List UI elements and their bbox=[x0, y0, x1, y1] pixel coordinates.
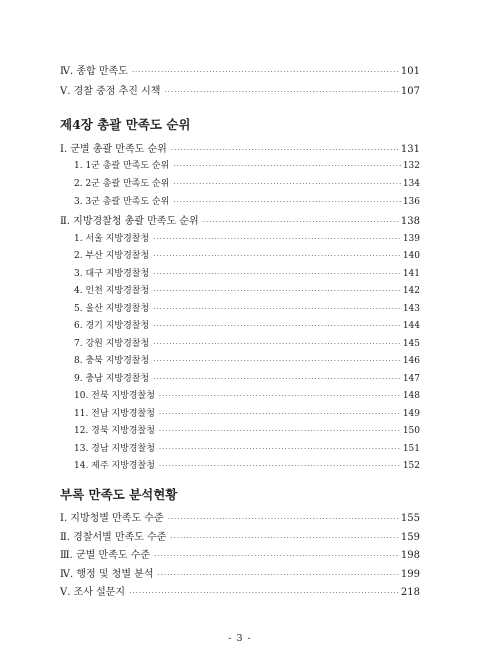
toc-leader-dots bbox=[159, 411, 401, 418]
toc-subentry[interactable] bbox=[74, 318, 420, 331]
toc-leader-dots bbox=[153, 341, 401, 348]
toc-entry-label: 3. 대구 지방경찰청 bbox=[74, 269, 150, 279]
toc-entry-page: 148 bbox=[402, 391, 420, 401]
toc-entry-label: Ⅳ. 행정 및 청별 분석 bbox=[60, 569, 154, 580]
page-number: - 3 - bbox=[228, 633, 252, 644]
toc-subentry[interactable] bbox=[74, 371, 420, 384]
toc-leader-dots bbox=[170, 535, 398, 542]
toc-entry-section-2[interactable] bbox=[60, 212, 420, 227]
toc-entry-page: 101 bbox=[400, 66, 420, 77]
toc-entry-label: Ⅳ. 종합 만족도 bbox=[60, 66, 128, 77]
toc-entry-label: 13. 경남 지방경찰청 bbox=[74, 444, 155, 454]
toc-leader-dots bbox=[159, 393, 401, 400]
toc-entry-label: 1. 서울 지방경찰청 bbox=[74, 234, 150, 244]
toc-subentry[interactable] bbox=[74, 194, 420, 207]
chapter-heading: 제4장 총괄 만족도 순위 bbox=[60, 117, 191, 132]
toc-entry-label: 14. 제주 지방경찰청 bbox=[74, 461, 155, 471]
toc-entry-page: 149 bbox=[402, 409, 420, 419]
toc-leader-dots bbox=[153, 288, 401, 295]
toc-leader-dots bbox=[153, 306, 401, 313]
toc-leader-dots bbox=[203, 219, 399, 226]
toc-entry-label: 1. 1군 총괄 만족도 순위 bbox=[74, 161, 170, 171]
toc-entry-label: 8. 충북 지방경찰청 bbox=[74, 356, 150, 366]
toc-entry-label: Ⅰ. 지방청별 만족도 수준 bbox=[60, 513, 164, 524]
toc-leader-dots bbox=[173, 181, 401, 188]
toc-subentry[interactable] bbox=[74, 441, 420, 454]
toc-subentry[interactable] bbox=[74, 353, 420, 366]
toc-entry-page: 131 bbox=[400, 144, 420, 155]
toc-entry-label: 9. 충남 지방경찰청 bbox=[74, 374, 150, 384]
toc-entry-label: 5. 울산 지방경찰청 bbox=[74, 304, 150, 314]
toc-entry-page: 139 bbox=[402, 234, 420, 244]
toc-entry-page: 146 bbox=[402, 356, 420, 366]
toc-entry-page: 159 bbox=[400, 532, 420, 543]
toc-leader-dots bbox=[159, 446, 401, 453]
toc-entry-page: 145 bbox=[402, 339, 420, 349]
toc-entry-label: 6. 경기 지방경찰청 bbox=[74, 321, 150, 331]
toc-entry-label: 11. 전남 지방경찰청 bbox=[74, 409, 155, 419]
toc-entry-label: Ⅴ. 경찰 중점 추진 시책 bbox=[60, 86, 161, 97]
toc-subentry[interactable] bbox=[74, 301, 420, 314]
toc-entry-page: 198 bbox=[400, 550, 420, 561]
toc-entry-page: 152 bbox=[402, 461, 420, 471]
toc-entry-top-4[interactable] bbox=[60, 62, 420, 77]
toc-subentry[interactable] bbox=[74, 423, 420, 436]
toc-entry-page: 140 bbox=[402, 251, 420, 261]
toc-leader-dots bbox=[153, 271, 401, 278]
toc-entry-page: 144 bbox=[402, 321, 420, 331]
toc-leader-dots bbox=[153, 323, 401, 330]
toc-entry-appendix[interactable] bbox=[60, 583, 420, 598]
toc-entry-appendix[interactable] bbox=[60, 565, 420, 580]
toc-entry-page: 132 bbox=[402, 161, 420, 171]
toc-entry-page: 107 bbox=[400, 86, 420, 97]
toc-leader-dots bbox=[158, 572, 399, 579]
toc-leader-dots bbox=[159, 463, 401, 470]
toc-subentry[interactable] bbox=[74, 388, 420, 401]
toc-entry-appendix[interactable] bbox=[60, 528, 420, 543]
toc-entry-appendix[interactable] bbox=[60, 546, 420, 561]
toc-entry-page: 134 bbox=[402, 179, 420, 189]
toc-entry-page: 136 bbox=[402, 197, 420, 207]
toc-leader-dots bbox=[168, 516, 399, 523]
toc-leader-dots bbox=[171, 147, 399, 154]
toc-subentry[interactable] bbox=[74, 406, 420, 419]
toc-leader-dots bbox=[153, 358, 401, 365]
toc-leader-dots bbox=[164, 89, 399, 96]
toc-entry-page: 199 bbox=[400, 569, 420, 580]
toc-subentry[interactable] bbox=[74, 266, 420, 279]
toc-entry-section-1[interactable] bbox=[60, 140, 420, 155]
toc-entry-label: 3. 3군 총괄 만족도 순위 bbox=[74, 197, 170, 207]
toc-leader-dots bbox=[129, 590, 399, 597]
toc-entry-label: 7. 강원 지방경찰청 bbox=[74, 339, 150, 349]
toc-entry-label: Ⅱ. 경찰서별 만족도 수준 bbox=[60, 532, 167, 543]
toc-subentry[interactable] bbox=[74, 158, 420, 171]
toc-leader-dots bbox=[173, 199, 401, 206]
toc-entry-label: 2. 부산 지방경찰청 bbox=[74, 251, 150, 261]
toc-subentry[interactable] bbox=[74, 458, 420, 471]
toc-entry-label: Ⅰ. 군별 총괄 만족도 순위 bbox=[60, 144, 167, 155]
toc-leader-dots bbox=[159, 428, 401, 435]
toc-leader-dots bbox=[173, 163, 401, 170]
appendix-heading: 부록 만족도 분석현황 bbox=[60, 487, 178, 502]
toc-entry-page: 141 bbox=[402, 269, 420, 279]
toc-entry-label: Ⅲ. 군별 만족도 수준 bbox=[60, 550, 150, 561]
toc-entry-label: 2. 2군 총괄 만족도 순위 bbox=[74, 179, 170, 189]
toc-subentry[interactable] bbox=[74, 231, 420, 244]
toc-leader-dots bbox=[153, 236, 401, 243]
toc-entry-page: 138 bbox=[400, 216, 420, 227]
toc-entry-page: 142 bbox=[402, 286, 420, 296]
toc-entry-page: 147 bbox=[402, 374, 420, 384]
toc-entry-label: 4. 인천 지방경찰청 bbox=[74, 286, 150, 296]
toc-subentry[interactable] bbox=[74, 248, 420, 261]
toc-entry-label: Ⅴ. 조사 설문지 bbox=[60, 587, 126, 598]
toc-subentry[interactable] bbox=[74, 336, 420, 349]
toc-leader-dots bbox=[153, 376, 401, 383]
toc-leader-dots bbox=[132, 69, 399, 76]
toc-entry-page: 143 bbox=[402, 304, 420, 314]
toc-leader-dots bbox=[153, 253, 401, 260]
toc-entry-top-5[interactable] bbox=[60, 82, 420, 97]
toc-entry-page: 218 bbox=[400, 587, 420, 598]
toc-subentry[interactable] bbox=[74, 176, 420, 189]
toc-entry-label: 10. 전북 지방경찰청 bbox=[74, 391, 155, 401]
toc-entry-page: 151 bbox=[402, 444, 420, 454]
toc-entry-appendix[interactable] bbox=[60, 509, 420, 524]
toc-subentry[interactable] bbox=[74, 283, 420, 296]
toc-entry-page: 155 bbox=[400, 513, 420, 524]
toc-entry-label: Ⅱ. 지방경찰청 총괄 만족도 순위 bbox=[60, 216, 199, 227]
toc-entry-label: 12. 경북 지방경찰청 bbox=[74, 426, 155, 436]
toc-entry-page: 150 bbox=[402, 426, 420, 436]
toc-leader-dots bbox=[154, 553, 399, 560]
